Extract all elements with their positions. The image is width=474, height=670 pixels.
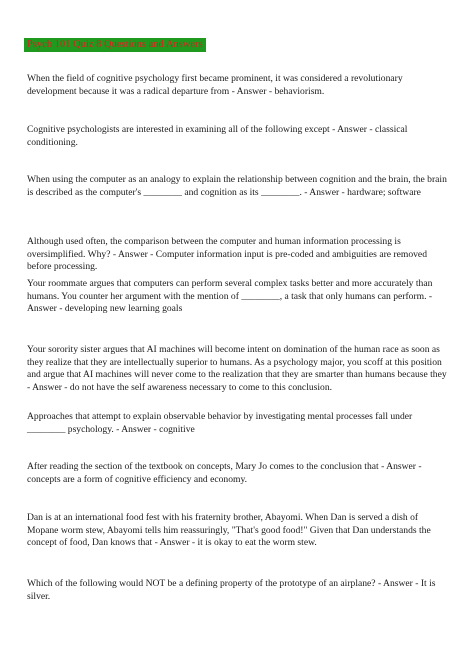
qa-item-6: Your sorority sister argues that AI machines will become intent on domination of the human race as soon as they realize that they are intellectually superior to humans. As a psychology major, you scoff at this position and argue that AI machines will never come to the realization that they are smarter than humans because they - Answer - do not have the self awareness necessary to come to this conclusion. [27,344,447,394]
qa-item-7: Approaches that attempt to explain observable behavior by investigating mental processes fall under ________ psychology. - Answer - cognitive [27,411,413,435]
qa-item-4: Although used often, the comparison between the computer and human information processing is oversimplified. Why? - Answer - Computer information input is pre-coded and ambiguities are removed before processing. [27,236,427,273]
qa-item-1: When the field of cognitive psychology first became prominent, it was considered a revolutionary development because it was a radical departure from - Answer - behaviorism. [27,73,403,97]
qa-item-5: Your roommate argues that computers can perform several complex tasks better and more accurately than humans. You counter her argument with the mention of ________, a task that only humans can perform. - Answer - developing new learning goals [27,278,433,315]
qa-item-2: Cognitive psychologists are interested in examining all of the following except - Answer - classical conditioning. [27,124,408,148]
qa-item-8: After reading the section of the textbook on concepts, Mary Jo comes to the conclusion that - Answer - concepts are a form of cognitive efficiency and economy. [27,461,422,485]
qa-item-9: Dan is at an international food fest with his fraternity brother, Abayomi. When Dan is served a dish of Mopane worm stew, Abayomi tells him reassuringly, "That's good food!" Given that Dan understands the concept of food, Dan knows that - Answer - it is okay to eat the worm stew. [27,512,431,549]
qa-item-3: When using the computer as an analogy to explain the relationship between cognition and the brain, the brain is described as the computer's ________ and cognition as its ________. - Answer - hardware; software [27,174,447,198]
qa-item-10: Which of the following would NOT be a defining property of the prototype of an airplane? - Answer - It is silver. [27,578,436,602]
document-title: Psych 101 Quiz 8 Questions and Answers [24,38,206,52]
